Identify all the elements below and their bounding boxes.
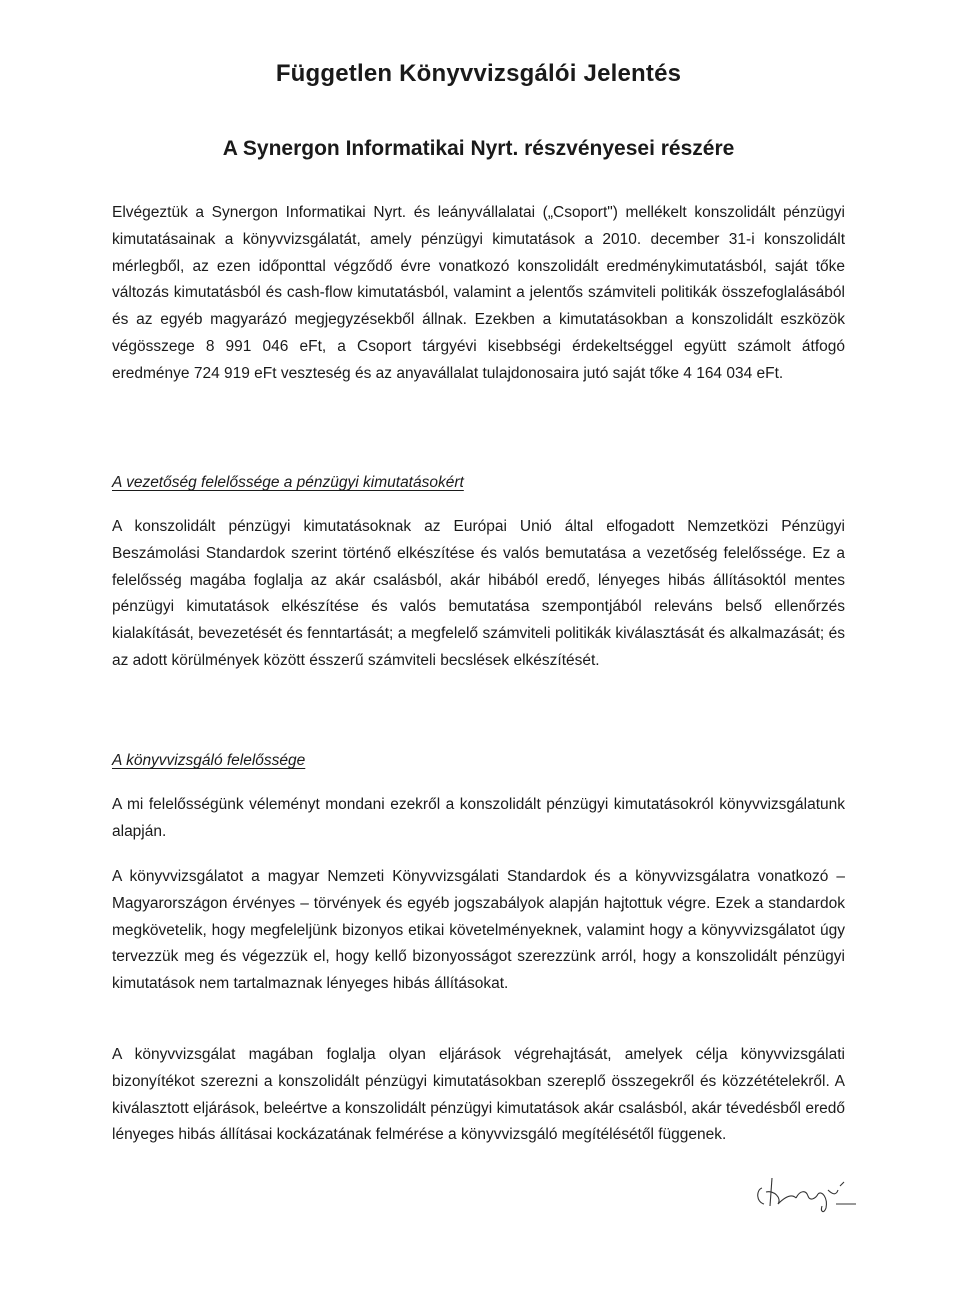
paragraph-audit-procedures: A könyvvizsgálat magában foglalja olyan eljárások végrehajtását, amelyek célja könyvvizsgálati bizonyítékot szerezni a konszolidált pénzügyi kimutatásokban szereplő összegekről és közzétételekről. A kiválasztott eljárások, beleértve a konszolidált pénzügyi kimutatások akár csalásból, akár tévedésből eredő lényeges hibás állításai kockázatának felmérése a könyvvizsgáló megítélésétől függenek.: [112, 1046, 845, 1144]
paragraph-auditor-opinion: A mi felelősségünk véleményt mondani ezekről a konszolidált pénzügyi kimutatásokról könyvvizsgálatunk alapján.: [112, 796, 845, 840]
paragraph-management-responsibility: A konszolidált pénzügyi kimutatásoknak az Európai Unió által elfogadott Nemzetközi Pénzügyi Beszámolási Standardok szerint történő elkészítése és valós bemutatása a vezetőség felelőssége. Ez a felelősség magába foglalja az akár csalásból, akár hibából eredő, lényeges hibás állításoktól mentes pénzügyi kimutatások elkészítése és valós bemutatása szempontjából releváns belső ellenőrzés kialakítását, bevezetését és fenntartását; a megfelelő számviteli politikák kiválasztását és alkalmazását; és az adott körülmények között ésszerű számviteli becslések elkészítését.: [112, 518, 845, 669]
paragraph-audit-standards: A könyvvizsgálatot a magyar Nemzeti Könyvvizsgálati Standardok és a könyvvizsgálatra vonatkozó – Magyarországon érvényes – törvények és egyéb jogszabályok alapján hajtottuk végre. Ezek a standardok megkövetelik, hogy megfeleljünk bizonyos etikai követelményeknek, valamint hogy a könyvvizsgálatot úgy tervezzük meg és végezzük el, hogy kellő bizonyosságot szerezzünk arról, hogy a konszolidált pénzügyi kimutatások nem tartalmaznak lényeges hibás állításokat.: [112, 868, 845, 993]
section-heading-management: A vezetőség felelőssége a pénzügyi kimutatásokért: [112, 474, 464, 491]
document-page: [112, 0, 845, 1305]
section-heading-auditor: A könyvvizsgáló felelőssége: [112, 752, 306, 769]
intro-paragraph: Elvégeztük a Synergon Informatikai Nyrt. és leányvállalatai („Csoport") mellékelt konszolidált pénzügyi kimutatásainak a könyvvizsgálatát, amely pénzügyi kimutatások a 2010. december 31-i konszolidált mérlegből, az ezen időponttal végződő évre vonatkozó konszolidált eredménykimutatásból, saját tőke változás kimutatásból és cash-flow kimutatásból, valamint a jelentős számviteli politikák összefoglalásából és az egyéb magyarázó megjegyzésekből állnak. Ezekben a kimutatásokban a konszolidált eszközök végösszege 8 991 046 eFt, a Csoport tárgyévi kisebbségi érdekeltséggel együtt számolt átfogó eredménye 724 919 eFt veszteség és az anyavállalat tulajdonosaira jutó saját tőke 4 164 034 eFt.: [112, 204, 845, 382]
handwritten-signature: [752, 1168, 872, 1218]
document-title: Független Könyvvizsgálói Jelentés: [275, 60, 682, 87]
document-subtitle: A Synergon Informatikai Nyrt. részvényesei részére: [222, 137, 735, 160]
